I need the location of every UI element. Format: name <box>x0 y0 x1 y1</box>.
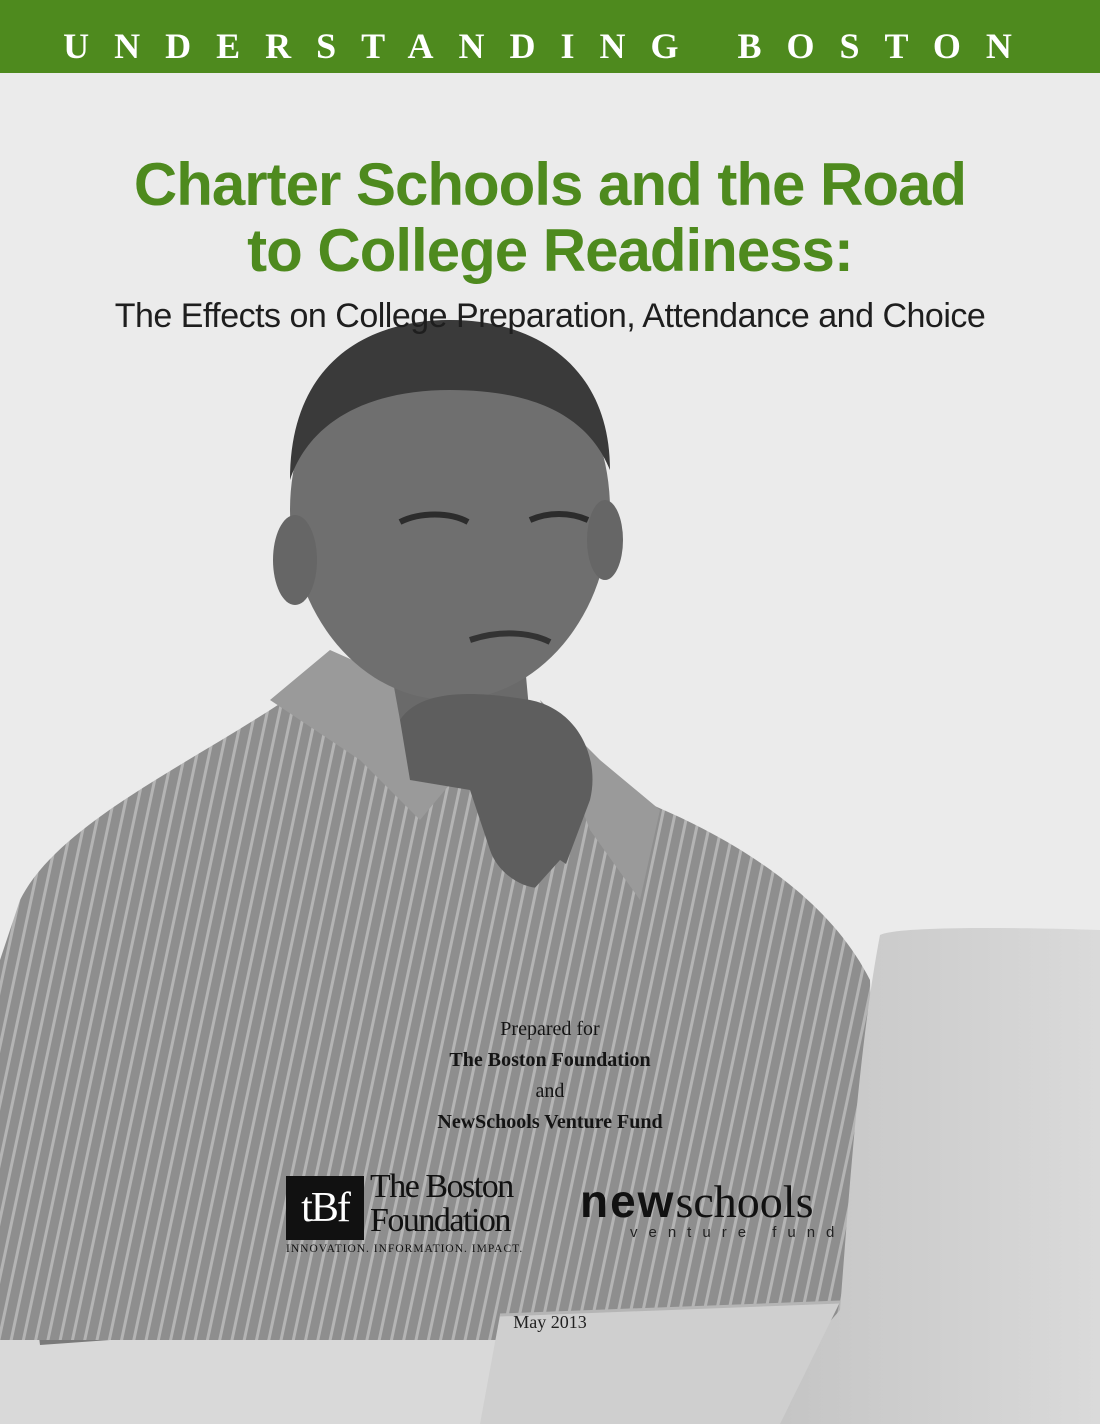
newschools-subtitle: venture fund <box>630 1224 846 1241</box>
tbf-mark: tBf <box>286 1176 364 1240</box>
tbf-tagline: INNOVATION. INFORMATION. IMPACT. <box>286 1243 524 1255</box>
tbf-name-line-1: The Boston <box>370 1168 513 1205</box>
series-title: UNDERSTANDING BOSTON <box>63 26 1037 66</box>
tbf-name-line-2: Foundation <box>370 1202 510 1239</box>
newschools-logo <box>580 1176 890 1246</box>
prepared-org-1: The Boston Foundation <box>449 1049 651 1071</box>
newschools-word-light: schools <box>675 1176 814 1227</box>
prepared-org-2: NewSchools Venture Fund <box>437 1111 663 1133</box>
title-line-1: Charter Schools and the Road <box>133 151 967 218</box>
prepared-conjunction: and <box>535 1080 565 1102</box>
newschools-word-bold: new <box>580 1175 676 1227</box>
boston-foundation-logo <box>286 1168 536 1262</box>
tbf-name <box>370 1170 513 1238</box>
prepared-intro: Prepared for <box>500 1018 600 1040</box>
report-title <box>0 152 1100 284</box>
report-subtitle: The Effects on College Preparation, Attendance and Choice <box>114 297 986 335</box>
newschools-wordmark <box>580 1176 813 1227</box>
title-line-2: to College Readiness: <box>247 217 853 284</box>
publication-date: May 2013 <box>513 1312 587 1332</box>
prepared-for-block <box>0 1014 1100 1138</box>
